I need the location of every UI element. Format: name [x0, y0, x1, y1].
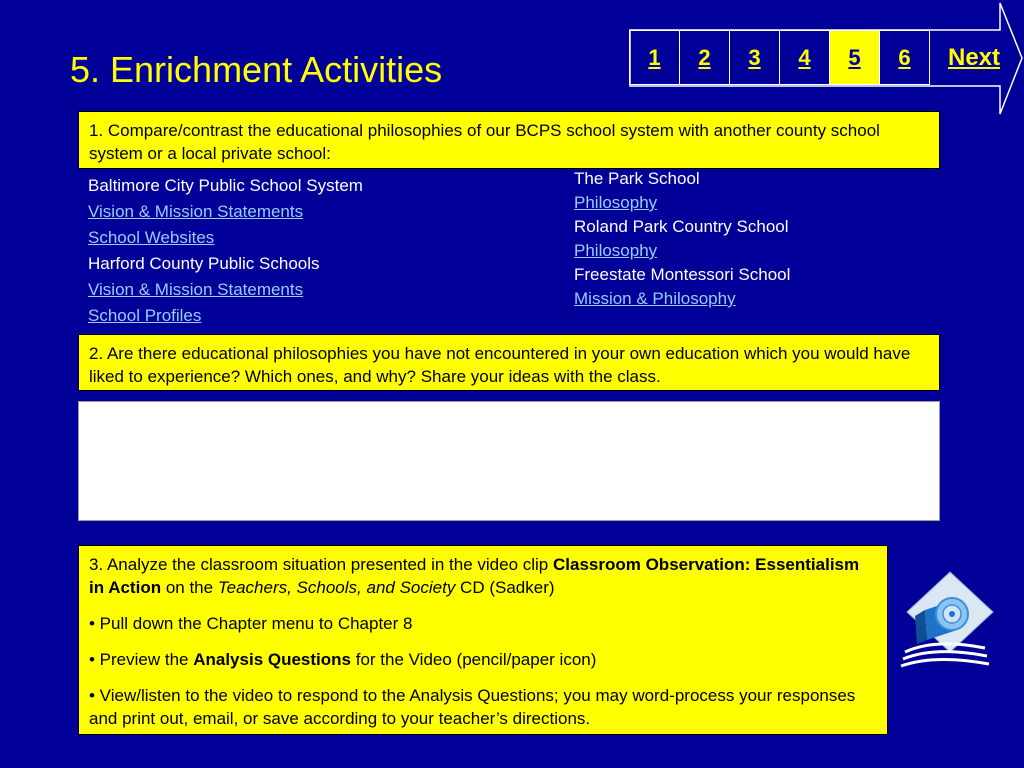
- left-resource-list: [88, 173, 363, 329]
- question-3-box: [78, 545, 888, 735]
- question-2-box: 2. Are there educational philosophies you have not encountered in your own education which you would have liked to experience? Which ones, and why? Share your ideas with the class.: [78, 334, 940, 391]
- resource-link[interactable]: Philosophy: [574, 193, 658, 212]
- school-name: Roland Park Country School: [574, 217, 789, 236]
- question-3-intro: [89, 553, 877, 599]
- instruction-bullet: • View/listen to the video to respond to the Analysis Questions; you may word-process your responses and print out, email, or save according to your teacher’s directions.: [89, 686, 856, 728]
- intro-text: on the: [161, 578, 218, 597]
- clip-title: Classroom Observation: Essentialism in Action: [89, 555, 860, 597]
- question-1-box: 1. Compare/contrast the educational philosophies of our BCPS school system with another county school system or a local private school:: [78, 111, 940, 169]
- response-area[interactable]: [78, 401, 940, 521]
- page-navigation: [630, 30, 930, 85]
- resource-link[interactable]: Mission & Philosophy: [574, 289, 736, 308]
- page-title: 5. Enrichment Activities: [70, 49, 443, 90]
- nav-page-6[interactable]: 6: [879, 30, 930, 85]
- analysis-questions-label: Analysis Questions: [193, 650, 351, 669]
- resource-link[interactable]: Vision & Mission Statements: [88, 202, 304, 221]
- resource-link[interactable]: School Profiles: [88, 306, 202, 325]
- school-name: Freestate Montessori School: [574, 265, 791, 284]
- resource-link[interactable]: School Websites: [88, 228, 215, 247]
- nav-page-4[interactable]: 4: [779, 30, 830, 85]
- school-name: The Park School: [574, 169, 700, 188]
- instruction-bullet: • Pull down the Chapter menu to Chapter 8: [89, 614, 413, 633]
- intro-text: CD (Sadker): [455, 578, 555, 597]
- bullet-text: for the Video (pencil/paper icon): [351, 650, 597, 669]
- school-system-name: Harford County Public Schools: [88, 254, 320, 273]
- next-button[interactable]: Next: [947, 43, 1001, 71]
- nav-page-2[interactable]: 2: [679, 30, 730, 85]
- resource-link[interactable]: Vision & Mission Statements: [88, 280, 304, 299]
- resource-link[interactable]: Philosophy: [574, 241, 658, 260]
- right-resource-list: [574, 167, 790, 311]
- nav-page-3[interactable]: 3: [729, 30, 780, 85]
- bullet-text: • Preview the: [89, 650, 194, 669]
- intro-text: 3. Analyze the classroom situation presented in the video clip: [89, 555, 553, 574]
- nav-page-1[interactable]: 1: [629, 30, 680, 85]
- nav-page-5[interactable]: 5: [829, 30, 880, 85]
- cd-title: Teachers, Schools, and Society: [217, 578, 456, 597]
- cd-video-icon: [895, 570, 995, 675]
- instruction-bullet: [89, 648, 877, 671]
- school-system-name: Baltimore City Public School System: [88, 176, 363, 195]
